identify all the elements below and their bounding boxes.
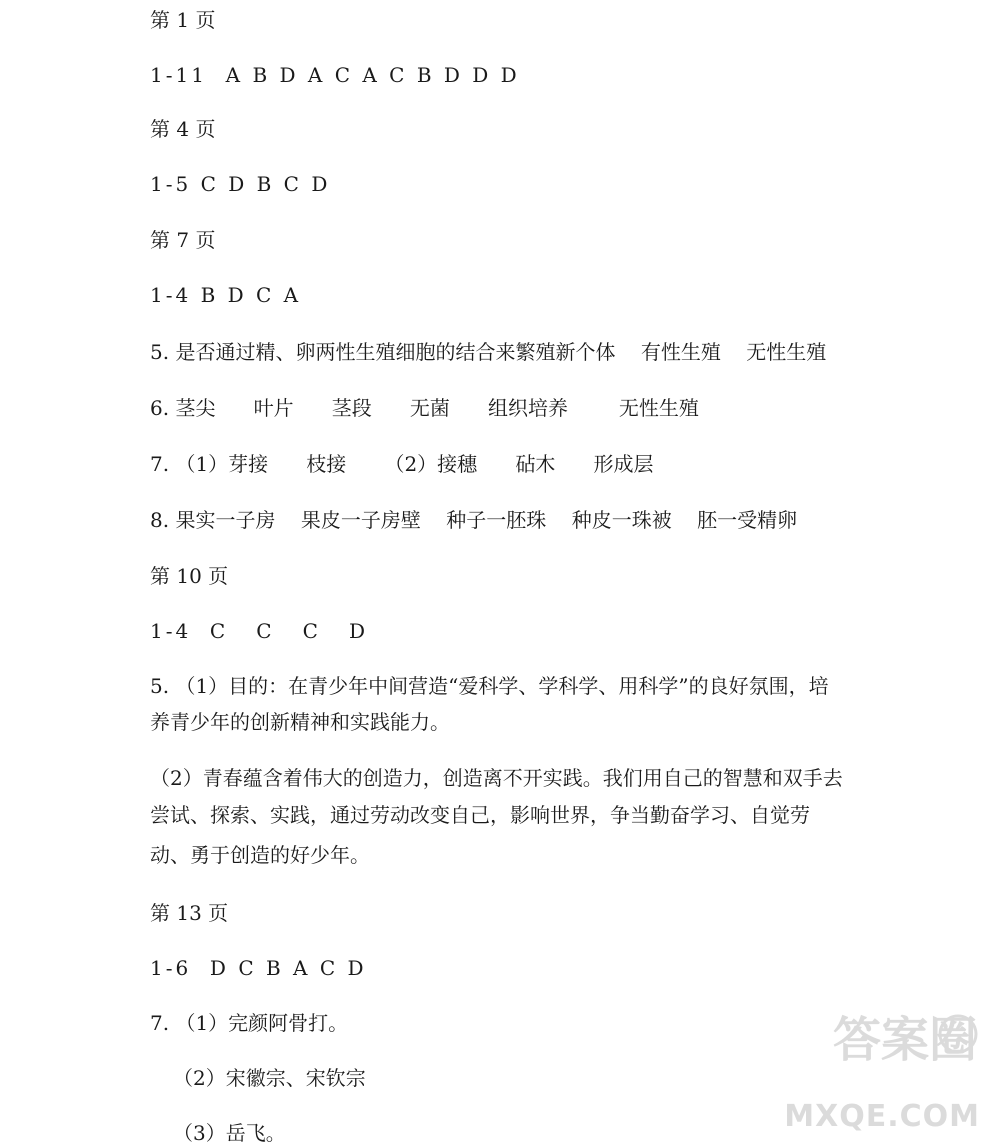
page-heading-13: 第 13 页	[150, 901, 229, 925]
answer-item-7-p13: 7. （1）完颜阿骨打。	[150, 1011, 349, 1035]
answer-item-5-part2: （2）青春蕴含着伟大的创造力，创造离不开实践。我们用自己的智慧和双手去	[150, 766, 843, 790]
page-heading-7: 第 7 页	[150, 228, 216, 252]
answer-item-7: 7. （1）芽接 枝接 （2）接穗 砧木 形成层	[150, 452, 654, 476]
site-watermark	[784, 994, 980, 1134]
answer-line-1-6: 1-6 D C B A C D	[150, 956, 367, 980]
answer-item-5-part2-cont1: 尝试、探索、实践，通过劳动改变自己，影响世界，争当勤奋学习、自觉劳	[150, 803, 810, 827]
answer-line-1-5: 1-5 C D B C D	[150, 172, 331, 196]
answer-item-5-part1: 5. （1）目的：在青少年中间营造“爱科学、学科学、用科学”的良好氛围，培	[150, 674, 829, 698]
watermark-url: MXQE.COM	[784, 1099, 980, 1134]
answer-item-5: 5. 是否通过精、卵两性生殖细胞的结合来繁殖新个体 有性生殖 无性生殖	[150, 340, 827, 364]
answer-line-1-4-p10: 1-4 C C C D	[150, 619, 369, 643]
answer-line-1-11: 1-11 A B D A C A C B D D D	[150, 63, 520, 87]
answer-line-1-4: 1-4 B D C A	[150, 283, 302, 307]
watermark-logo-icon	[830, 994, 980, 1084]
page-heading-10: 第 10 页	[150, 564, 229, 588]
page-heading-4: 第 4 页	[150, 117, 216, 141]
answer-item-7-sub3: （3）岳飞。	[173, 1121, 286, 1145]
answer-item-6: 6. 茎尖 叶片 茎段 无菌 组织培养 无性生殖	[150, 396, 699, 420]
answer-item-5-part2-cont2: 动、勇于创造的好少年。	[150, 843, 370, 867]
answer-item-5-part1-cont: 养青少年的创新精神和实践能力。	[150, 710, 450, 734]
svg-text:答案圈: 答案圈	[832, 1012, 978, 1068]
answer-item-7-sub2: （2）宋徽宗、宋钦宗	[173, 1066, 366, 1090]
answer-item-8: 8. 果实一子房 果皮一子房壁 种子一胚珠 种皮一珠被 胚一受精卵	[150, 508, 798, 532]
page-heading-1: 第 1 页	[150, 8, 216, 32]
